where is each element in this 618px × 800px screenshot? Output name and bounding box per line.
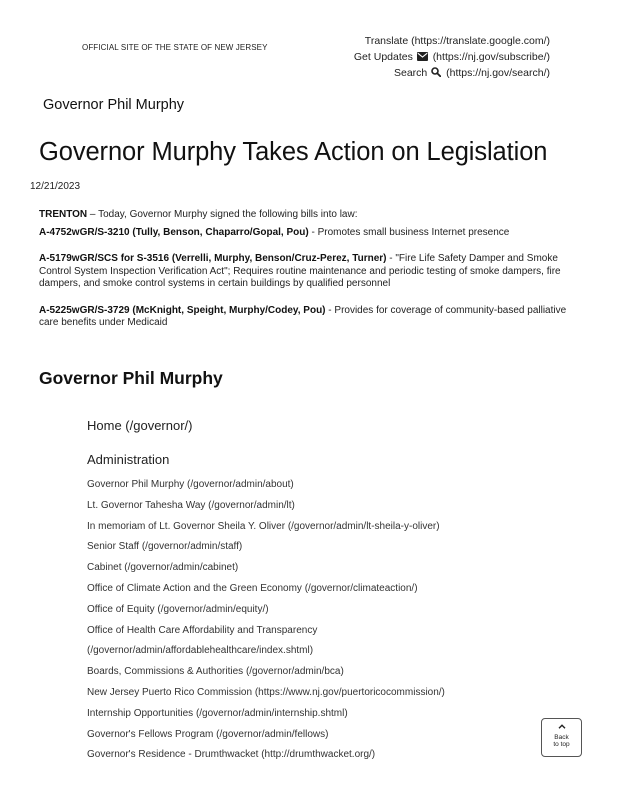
nav-item-internship[interactable]: Internship Opportunities (/governor/admin/internship.shtml) — [87, 707, 348, 719]
bill-id: A-5225wGR/S-3729 (McKnight, Speight, Murphy/Codey, Pou) — [39, 304, 326, 316]
page-title: Governor Murphy Takes Action on Legislation — [39, 138, 548, 166]
utility-links — [354, 34, 550, 83]
nav-item-equity[interactable]: Office of Equity (/governor/admin/equity/) — [87, 603, 269, 615]
back-to-top-button[interactable] — [541, 718, 582, 757]
search-label: Search — [393, 67, 428, 79]
publish-date: 12/21/2023 — [30, 181, 81, 192]
official-site-label: OFFICIAL SITE OF THE STATE OF NEW JERSEY — [82, 43, 268, 52]
translate-link[interactable]: Translate (https://translate.google.com/) — [364, 35, 550, 47]
nav-item-climate-action[interactable]: Office of Climate Action and the Green Economy (/governor/climateaction/) — [87, 582, 418, 594]
nav-section-title: Governor Phil Murphy — [39, 368, 223, 388]
search-url: (https://nj.gov/search/) — [446, 67, 550, 79]
get-updates-link[interactable] — [354, 50, 550, 67]
bill-id: A-5179wGR/SCS for S-3516 (Verrelli, Murphy, Benson/Cruz-Perez, Turner) — [39, 253, 387, 264]
get-updates-label: Get Updates — [353, 50, 413, 63]
administration-list — [87, 478, 527, 769]
search-icon — [431, 67, 441, 83]
bill-description: - "Fire Life Safety Damper and Smoke Control System Inspection Verification Act"; Requires routine maintenance and periodic testing of smoke dampers, fire dampers, and smoke control systems in certain buildings by qualified personnel — [39, 253, 561, 289]
intro-location: TRENTON — [39, 209, 88, 220]
nav-item-senior-staff[interactable]: Senior Staff (/governor/admin/staff) — [87, 541, 243, 553]
back-to-top-label: Back — [554, 734, 569, 741]
chevron-up-icon — [542, 724, 581, 731]
intro-paragraph — [39, 209, 579, 222]
bill-description: - Promotes small business Internet presence — [308, 226, 510, 238]
nav-item-in-memoriam[interactable]: In memoriam of Lt. Governor Sheila Y. Oliver (/governor/admin/lt-sheila-y-oliver) — [87, 520, 440, 532]
envelope-icon — [417, 51, 428, 67]
back-to-top-label: to top — [553, 741, 570, 748]
bill-item — [39, 305, 579, 330]
nav-item-fellows[interactable]: Governor's Fellows Program (/governor/admin/fellows) — [87, 728, 329, 740]
governor-name-link[interactable]: Governor Phil Murphy — [43, 97, 185, 113]
nav-item-boards[interactable]: Boards, Commissions & Authorities (/governor/admin/bca) — [87, 666, 344, 678]
bill-description: - Provides for coverage of community-based palliative care benefits under Medicaid — [39, 304, 567, 328]
bill-id: A-4752wGR/S-3210 (Tully, Benson, Chaparro/Gopal, Pou) — [39, 226, 309, 238]
nav-item-puerto-rico[interactable]: New Jersey Puerto Rico Commission (https://www.nj.gov/puertoricocommission/) — [87, 686, 445, 698]
article-body — [39, 209, 579, 344]
bill-item — [39, 253, 579, 291]
intro-text: – Today, Governor Murphy signed the following bills into law: — [87, 209, 358, 220]
nav-administration-heading[interactable]: Administration — [87, 452, 170, 467]
bill-item — [39, 227, 579, 240]
site-navigation — [87, 418, 527, 769]
get-updates-url: (https://nj.gov/subscribe/) — [432, 50, 550, 63]
nav-item-cabinet[interactable]: Cabinet (/governor/admin/cabinet) — [87, 562, 239, 574]
nav-item-residence[interactable]: Governor's Residence - Drumthwacket (http://drumthwacket.org/) — [87, 749, 376, 761]
nav-home-link[interactable]: Home (/governor/) — [87, 418, 193, 433]
nav-item-governor[interactable]: Governor Phil Murphy (/governor/admin/about) — [87, 479, 294, 490]
nav-item-lt-governor[interactable]: Lt. Governor Tahesha Way (/governor/admin/lt) — [87, 499, 295, 511]
nav-item-health-care-url[interactable]: (/governor/admin/affordablehealthcare/index.shtml) — [87, 645, 314, 657]
nav-item-health-care[interactable]: Office of Health Care Affordability and Transparency — [87, 624, 318, 636]
search-link[interactable] — [354, 66, 550, 83]
